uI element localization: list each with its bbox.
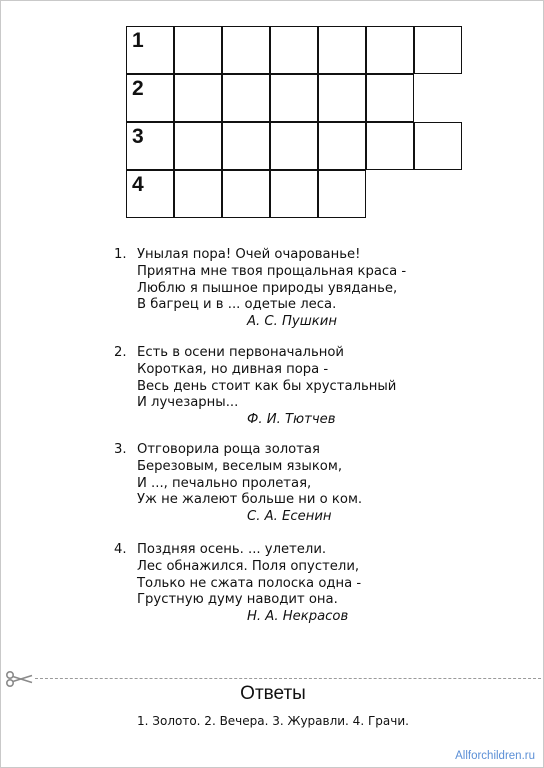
crossword-cell[interactable] bbox=[414, 26, 462, 74]
poem-author: Н. А. Некрасов bbox=[247, 609, 349, 625]
poem-3 bbox=[114, 442, 362, 526]
crossword-cell[interactable] bbox=[270, 74, 318, 122]
crossword-cell[interactable] bbox=[318, 74, 366, 122]
crossword-cell[interactable] bbox=[318, 122, 366, 170]
crossword-cell[interactable] bbox=[318, 170, 366, 218]
poem-number: 4. bbox=[114, 542, 127, 557]
poem-line: Унылая пора! Очей очарованье! bbox=[137, 247, 361, 262]
crossword-cell[interactable] bbox=[222, 74, 270, 122]
poem-line: Грустную думу наводит она. bbox=[137, 592, 338, 608]
crossword-cell[interactable] bbox=[222, 26, 270, 74]
answers-text: 1. Золото. 2. Вечера. 3. Журавли. 4. Грачи. bbox=[137, 714, 409, 728]
crossword-cell[interactable] bbox=[126, 26, 174, 74]
poem-line: Приятна мне твоя прощальная краса - bbox=[137, 263, 407, 279]
poem-line: Только не сжата полоска одна - bbox=[137, 575, 362, 591]
poem-line: Весь день стоит как бы хрустальный bbox=[137, 378, 397, 394]
poem-author: Ф. И. Тютчев bbox=[247, 412, 336, 428]
poem-2 bbox=[114, 345, 396, 429]
crossword-row-number: 4 bbox=[132, 173, 144, 196]
crossword-grid bbox=[126, 26, 463, 222]
poem-line: Лес обнажился. Поля опустели, bbox=[137, 558, 360, 574]
poem-line: Люблю я пышное природы увяданье, bbox=[137, 280, 398, 296]
crossword-row-number: 2 bbox=[132, 77, 144, 100]
crossword-cell[interactable] bbox=[270, 26, 318, 74]
crossword-cell[interactable] bbox=[366, 26, 414, 74]
poem-number: 3. bbox=[114, 442, 127, 457]
crossword-cell[interactable] bbox=[270, 122, 318, 170]
poem-line: В багрец и в ... одетые леса. bbox=[137, 297, 337, 313]
site-label[interactable]: Allforchildren.ru bbox=[455, 750, 535, 762]
poem-line: И лучезарны... bbox=[137, 395, 239, 411]
crossword-cell[interactable] bbox=[174, 170, 222, 218]
crossword-cell[interactable] bbox=[414, 122, 462, 170]
crossword-cell[interactable] bbox=[126, 170, 174, 218]
crossword-cell[interactable] bbox=[174, 122, 222, 170]
crossword-row-number: 1 bbox=[132, 29, 144, 52]
crossword-cell[interactable] bbox=[174, 74, 222, 122]
poem-author: А. С. Пушкин bbox=[247, 314, 337, 330]
poem-4 bbox=[114, 542, 361, 626]
answers-title: Ответы bbox=[240, 683, 306, 704]
poem-author: С. А. Есенин bbox=[247, 509, 332, 525]
poem-1 bbox=[114, 247, 406, 331]
crossword-cell[interactable] bbox=[318, 26, 366, 74]
poem-line: Есть в осени первоначальной bbox=[137, 345, 344, 360]
poem-line: И ..., печально пролетая, bbox=[137, 475, 312, 491]
crossword-row-number: 3 bbox=[132, 125, 144, 148]
cut-dashed-line bbox=[35, 678, 541, 679]
crossword-cell[interactable] bbox=[366, 122, 414, 170]
crossword-cell[interactable] bbox=[270, 170, 318, 218]
crossword-cell[interactable] bbox=[222, 170, 270, 218]
poem-line: Поздняя осень. ... улетели. bbox=[137, 542, 327, 557]
crossword-cell[interactable] bbox=[174, 26, 222, 74]
poem-line: Березовым, веселым языком, bbox=[137, 458, 343, 474]
crossword-cell[interactable] bbox=[126, 122, 174, 170]
crossword-cell[interactable] bbox=[222, 122, 270, 170]
poem-number: 2. bbox=[114, 345, 127, 360]
poem-line: Отговорила роща золотая bbox=[137, 442, 320, 457]
poem-line: Уж не жалеют больше ни о ком. bbox=[137, 492, 363, 508]
crossword-cell[interactable] bbox=[126, 74, 174, 122]
crossword-cell[interactable] bbox=[366, 74, 414, 122]
poem-line: Короткая, но дивная пора - bbox=[137, 361, 329, 377]
poem-number: 1. bbox=[114, 247, 127, 262]
